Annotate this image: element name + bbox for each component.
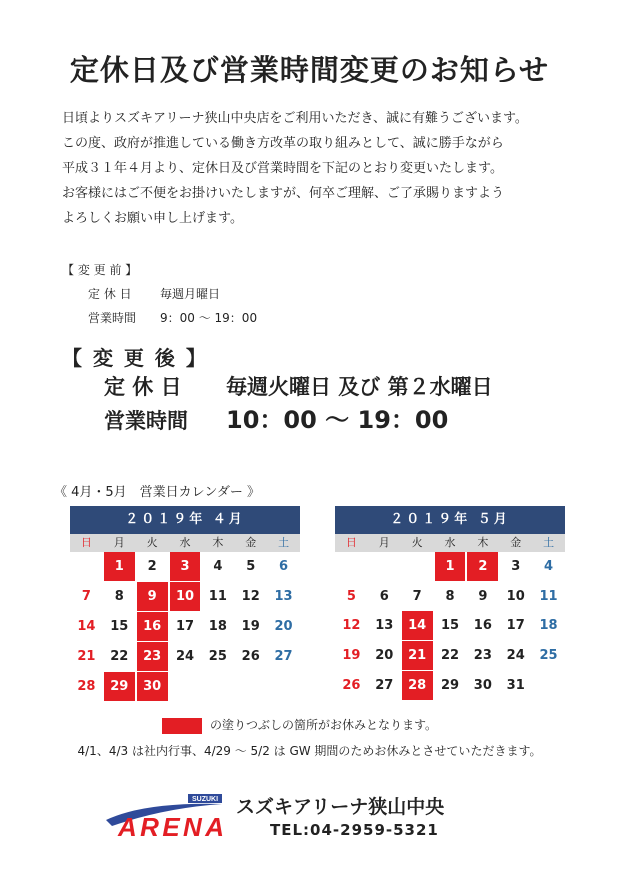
weekday-header [70,534,300,552]
calendar-day: 13 [274,589,293,604]
calendar-day-closed: 14 [402,611,433,641]
calendar-empty-cell [71,552,102,581]
calendar-day: 26 [342,678,361,693]
before-change-section [62,258,257,330]
before-hours-row [62,306,257,330]
calendar-day: 11 [539,589,558,604]
calendar-empty-cell [402,552,433,581]
calendar-day: 24 [506,648,525,663]
calendar-day: 25 [208,649,227,664]
weekday-label: 土 [543,536,555,549]
weekday-label: 月 [378,536,390,549]
calendar-day: 14 [77,619,96,634]
calendar-day: 17 [506,618,525,633]
calendar-day: 18 [539,618,558,633]
calendar-day-closed: 30 [137,672,168,702]
calendar-day: 17 [175,619,195,634]
calendar-day: 20 [274,619,293,634]
calendar-day: 5 [246,559,256,574]
calendar-empty-cell [336,552,367,581]
calendar-day: 10 [506,589,525,604]
calendar-day-closed: 23 [137,642,168,672]
before-hours-value: 9：00 〜 19：00 [160,311,258,325]
calendar-day: 20 [375,648,394,663]
calendar-day: 26 [241,649,260,664]
weekday-label: 日 [80,536,92,549]
arena-logo [104,790,228,842]
after-heading: 【 変 更 後 】 [62,346,208,370]
calendar-day-closed: 1 [104,552,135,582]
calendar-day: 23 [473,648,492,663]
calendar-day: 24 [175,649,195,664]
weekday-label: 水 [444,536,456,549]
weekday-label: 木 [477,536,489,549]
calendar-day-closed: 10 [170,582,201,612]
calendar-day: 27 [375,678,394,693]
before-holiday-label: 定 休 日 [88,287,132,301]
calendar-day: 4 [213,559,223,574]
calendar-day: 7 [81,589,91,604]
after-holiday-value: 毎週火曜日 及び 第２水曜日 [226,375,493,399]
calendar-day: 12 [342,618,361,633]
after-holiday-label: 定 休 日 [104,375,182,399]
weekday-label: 木 [212,536,224,549]
calendar-title: ２０１９年 ４月 [70,506,300,534]
calendar-day: 9 [478,589,488,604]
calendar-grid [335,552,565,701]
intro-line: 平成３１年４月より、定休日及び営業時間を下記のとおり変更いたします。 [62,161,503,176]
after-holiday-row [62,371,493,404]
weekday-label: 金 [245,536,257,549]
weekday-label: 土 [278,536,290,549]
shop-tel: TEL:04-2959-5321 [270,821,439,839]
calendar-day: 13 [375,618,394,633]
weekday-label: 金 [510,536,522,549]
weekday-label: 月 [113,536,125,549]
calendar-day: 4 [544,559,554,574]
calendar-day-closed: 29 [104,672,135,702]
after-hours-label: 営業時間 [104,409,188,433]
calendar-day: 8 [445,589,455,604]
calendar-day: 6 [279,559,289,574]
calendar-day-closed: 28 [402,671,433,701]
calendar-day-closed: 2 [467,552,498,582]
calendar-day: 21 [77,649,96,664]
calendar-day: 28 [77,679,96,694]
calendar-empty-cell [369,552,400,581]
after-hours-value: 10：00 〜 19：00 [226,406,449,434]
calendar-april [70,506,300,702]
calendar-day: 29 [440,678,460,693]
calendar-day-closed: 21 [402,641,433,671]
calendar-day: 7 [412,589,422,604]
calendar-day: 11 [208,589,227,604]
legend-text: の塗りつぶしの箇所がお休みとなります。 [210,718,438,732]
holiday-note: 4/1、4/3 は社内行事、4/29 〜 5/2 は GW 期間のためお休みとさせていただきます。 [77,744,542,758]
calendar-day-closed: 3 [170,552,201,582]
shop-name: スズキアリーナ狭山中央 [236,796,445,818]
logo-brand-text: SUZUKI [191,796,219,803]
calendar-day-closed: 16 [137,612,168,642]
calendar-day: 31 [506,678,525,693]
calendar-day: 25 [539,648,558,663]
calendar-day: 15 [440,618,460,633]
closed-swatch [162,718,202,734]
calendar-day: 19 [342,648,361,663]
calendar-day-closed: 1 [435,552,466,582]
calendar-day: 12 [241,589,260,604]
calendar-grid [70,552,300,702]
calendar-day: 5 [346,589,356,604]
calendar-day: 16 [473,618,492,633]
page-title: 定休日及び営業時間変更のお知らせ [69,53,550,87]
before-hours-label: 営業時間 [88,311,137,325]
intro-line: お客様にはご不便をお掛けいたしますが、何卒ご理解、ご了承賜りますよう [62,186,505,201]
logo-name-text: ARENA [118,812,224,842]
calendar-day: 2 [147,559,157,574]
calendar-title: ２０１９年 ５月 [335,506,565,534]
weekday-label: 水 [179,536,191,549]
calendar-day: 30 [473,678,492,693]
calendar-day: 22 [110,649,129,664]
before-holiday-value: 毎週月曜日 [160,287,221,301]
before-heading: 【 変 更 前 】 [62,263,138,277]
after-hours-row [62,404,493,438]
calendar-day: 8 [114,589,124,604]
intro-line: 日頃よりスズキアリーナ狭山中央店をご利用いただき、誠に有難うございます。 [62,111,528,126]
weekday-label: 火 [146,536,158,549]
calendar-day: 22 [440,648,460,663]
intro-text [62,106,528,231]
calendar-caption: 《 4月・5月 営業日カレンダー 》 [54,485,260,500]
intro-line: この度、政府が推進している働き方改革の取り組みとして、誠に勝手ながら [62,136,504,151]
calendar-day: 18 [208,619,227,634]
weekday-label: 火 [411,536,423,549]
calendar-day: 19 [241,619,260,634]
calendar-day: 15 [110,619,129,634]
calendar-may [335,506,565,701]
calendar-day: 27 [274,649,293,664]
before-holiday-row [62,282,257,306]
after-change-section [62,342,493,438]
legend [162,716,437,734]
calendar-day: 6 [379,589,389,604]
weekday-header [335,534,565,552]
intro-line: よろしくお願い申し上げます。 [62,211,243,226]
calendar-day: 3 [511,559,521,574]
calendar-day-closed: 9 [137,582,168,612]
weekday-label: 日 [345,536,357,549]
